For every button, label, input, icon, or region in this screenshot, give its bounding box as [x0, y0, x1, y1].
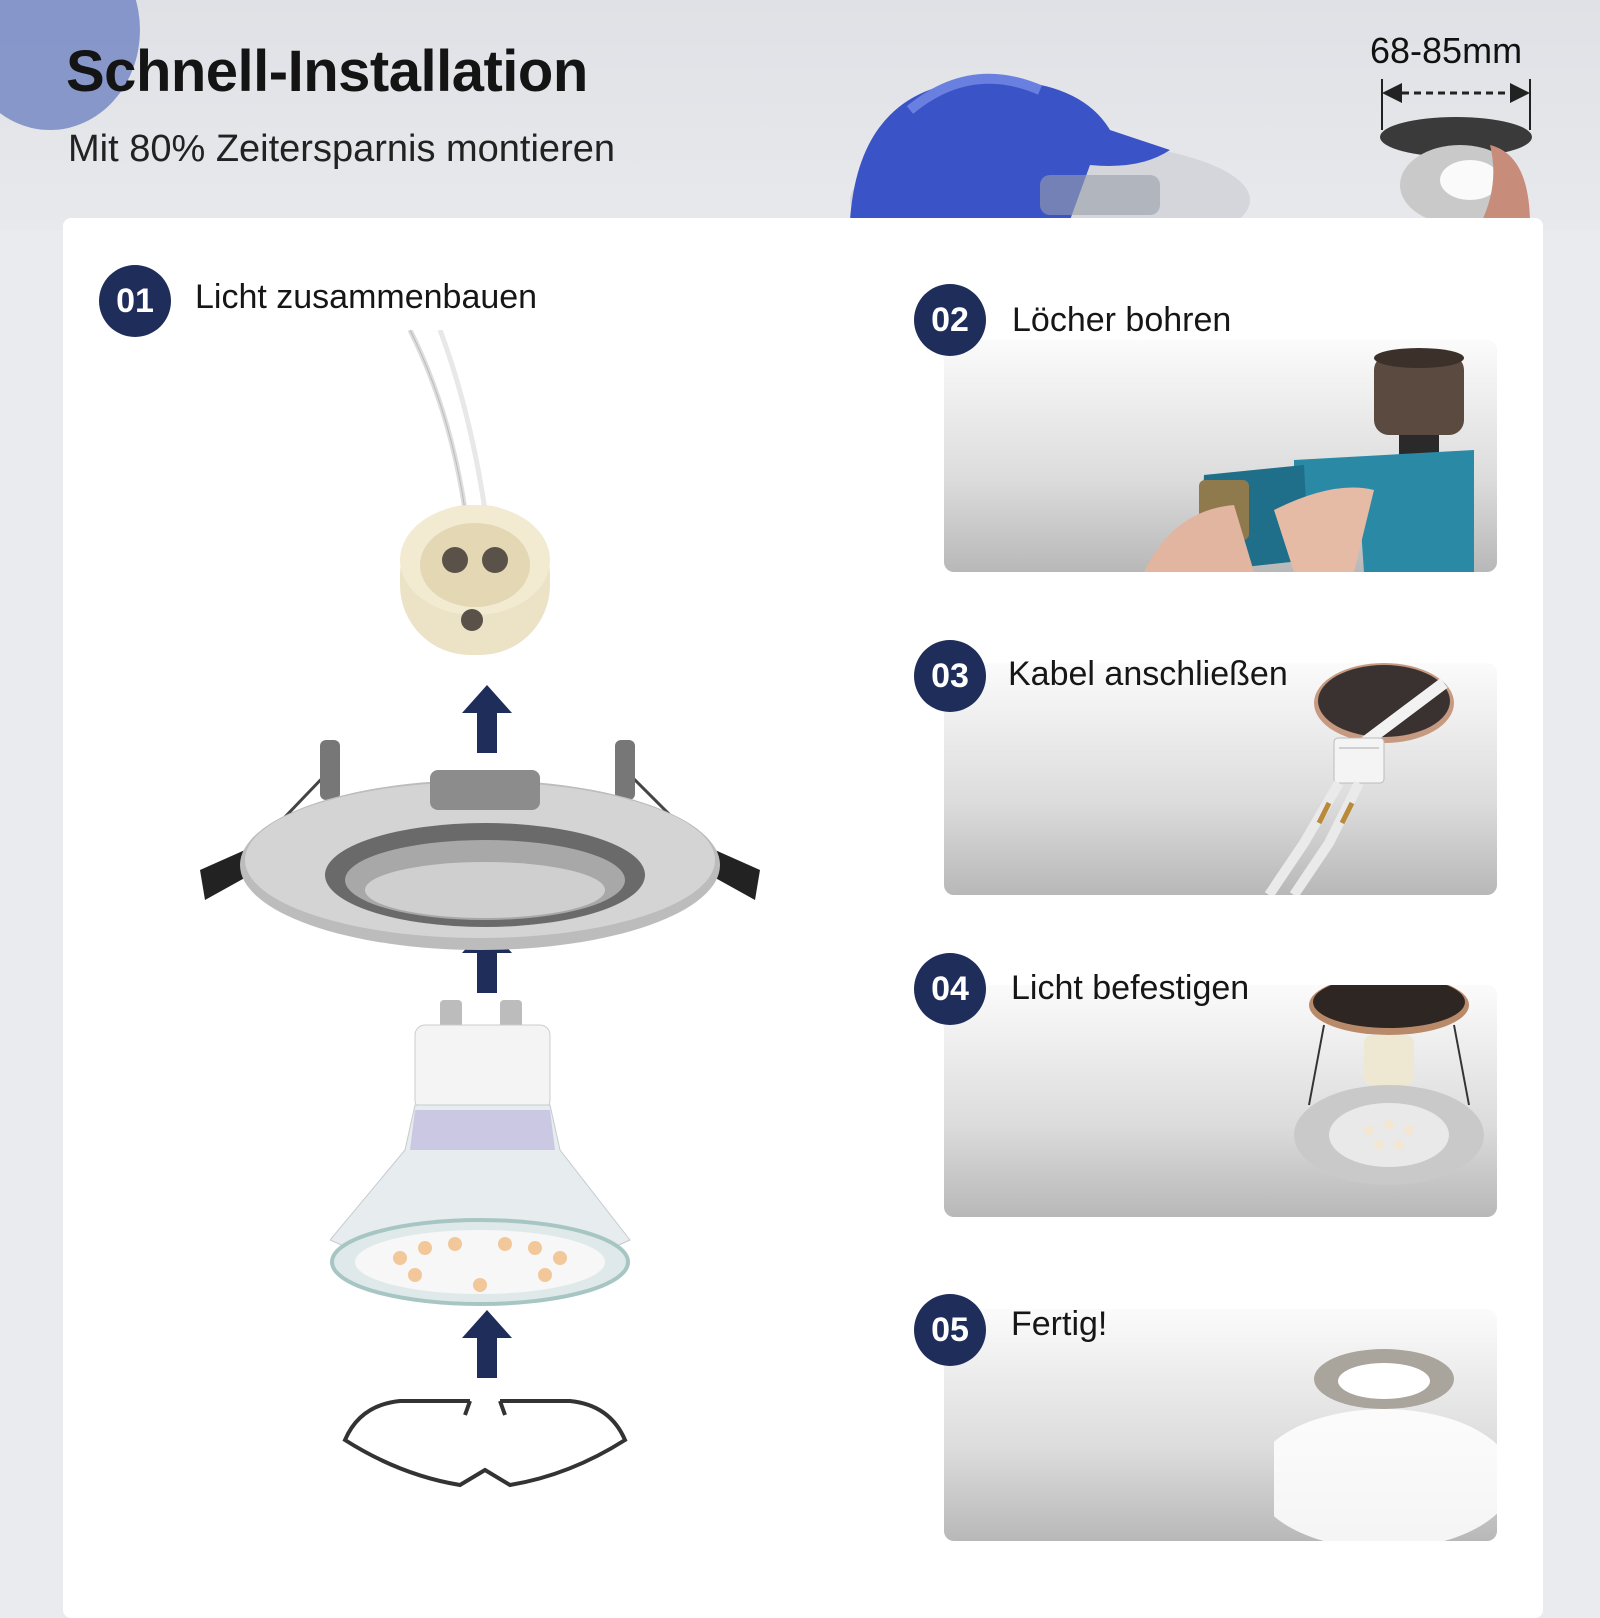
page-title: Schnell-Installation — [66, 39, 588, 104]
step-title-01: Licht zusammenbauen — [195, 278, 538, 316]
retaining-clip-icon — [340, 1395, 630, 1495]
worker-helmet-icon — [840, 0, 1260, 230]
step-badge-05: 05 — [914, 1294, 986, 1366]
gu10-bulb-icon — [330, 1000, 635, 1310]
step-badge-02: 02 — [914, 284, 986, 356]
step-badge-01: 01 — [99, 265, 171, 337]
step-panel-02 — [944, 340, 1497, 572]
step-title-02: Löcher bohren — [1012, 301, 1232, 339]
step-badge-04: 04 — [914, 953, 986, 1025]
drill-icon — [1144, 340, 1497, 572]
downlight-frame-icon — [195, 740, 765, 955]
socket-icon — [380, 330, 580, 680]
page-subtitle: Mit 80% Zeitersparnis montieren — [68, 128, 615, 170]
step-title-03: Kabel anschließen — [1008, 655, 1288, 693]
cutout-dimension-icon — [1370, 75, 1540, 230]
finished-light-icon — [1274, 1309, 1497, 1541]
arrow-up-icon — [462, 1310, 512, 1378]
step-title-04: Licht befestigen — [1011, 969, 1250, 1007]
mounted-light-icon — [1284, 985, 1497, 1217]
step-panel-04 — [944, 985, 1497, 1217]
header-banner — [0, 0, 1600, 230]
cable-connector-icon — [1234, 663, 1497, 895]
step-badge-03: 03 — [914, 640, 986, 712]
step-panel-03 — [944, 663, 1497, 895]
dimension-label: 68-85mm — [1370, 30, 1523, 71]
step-title-05: Fertig! — [1011, 1305, 1108, 1343]
